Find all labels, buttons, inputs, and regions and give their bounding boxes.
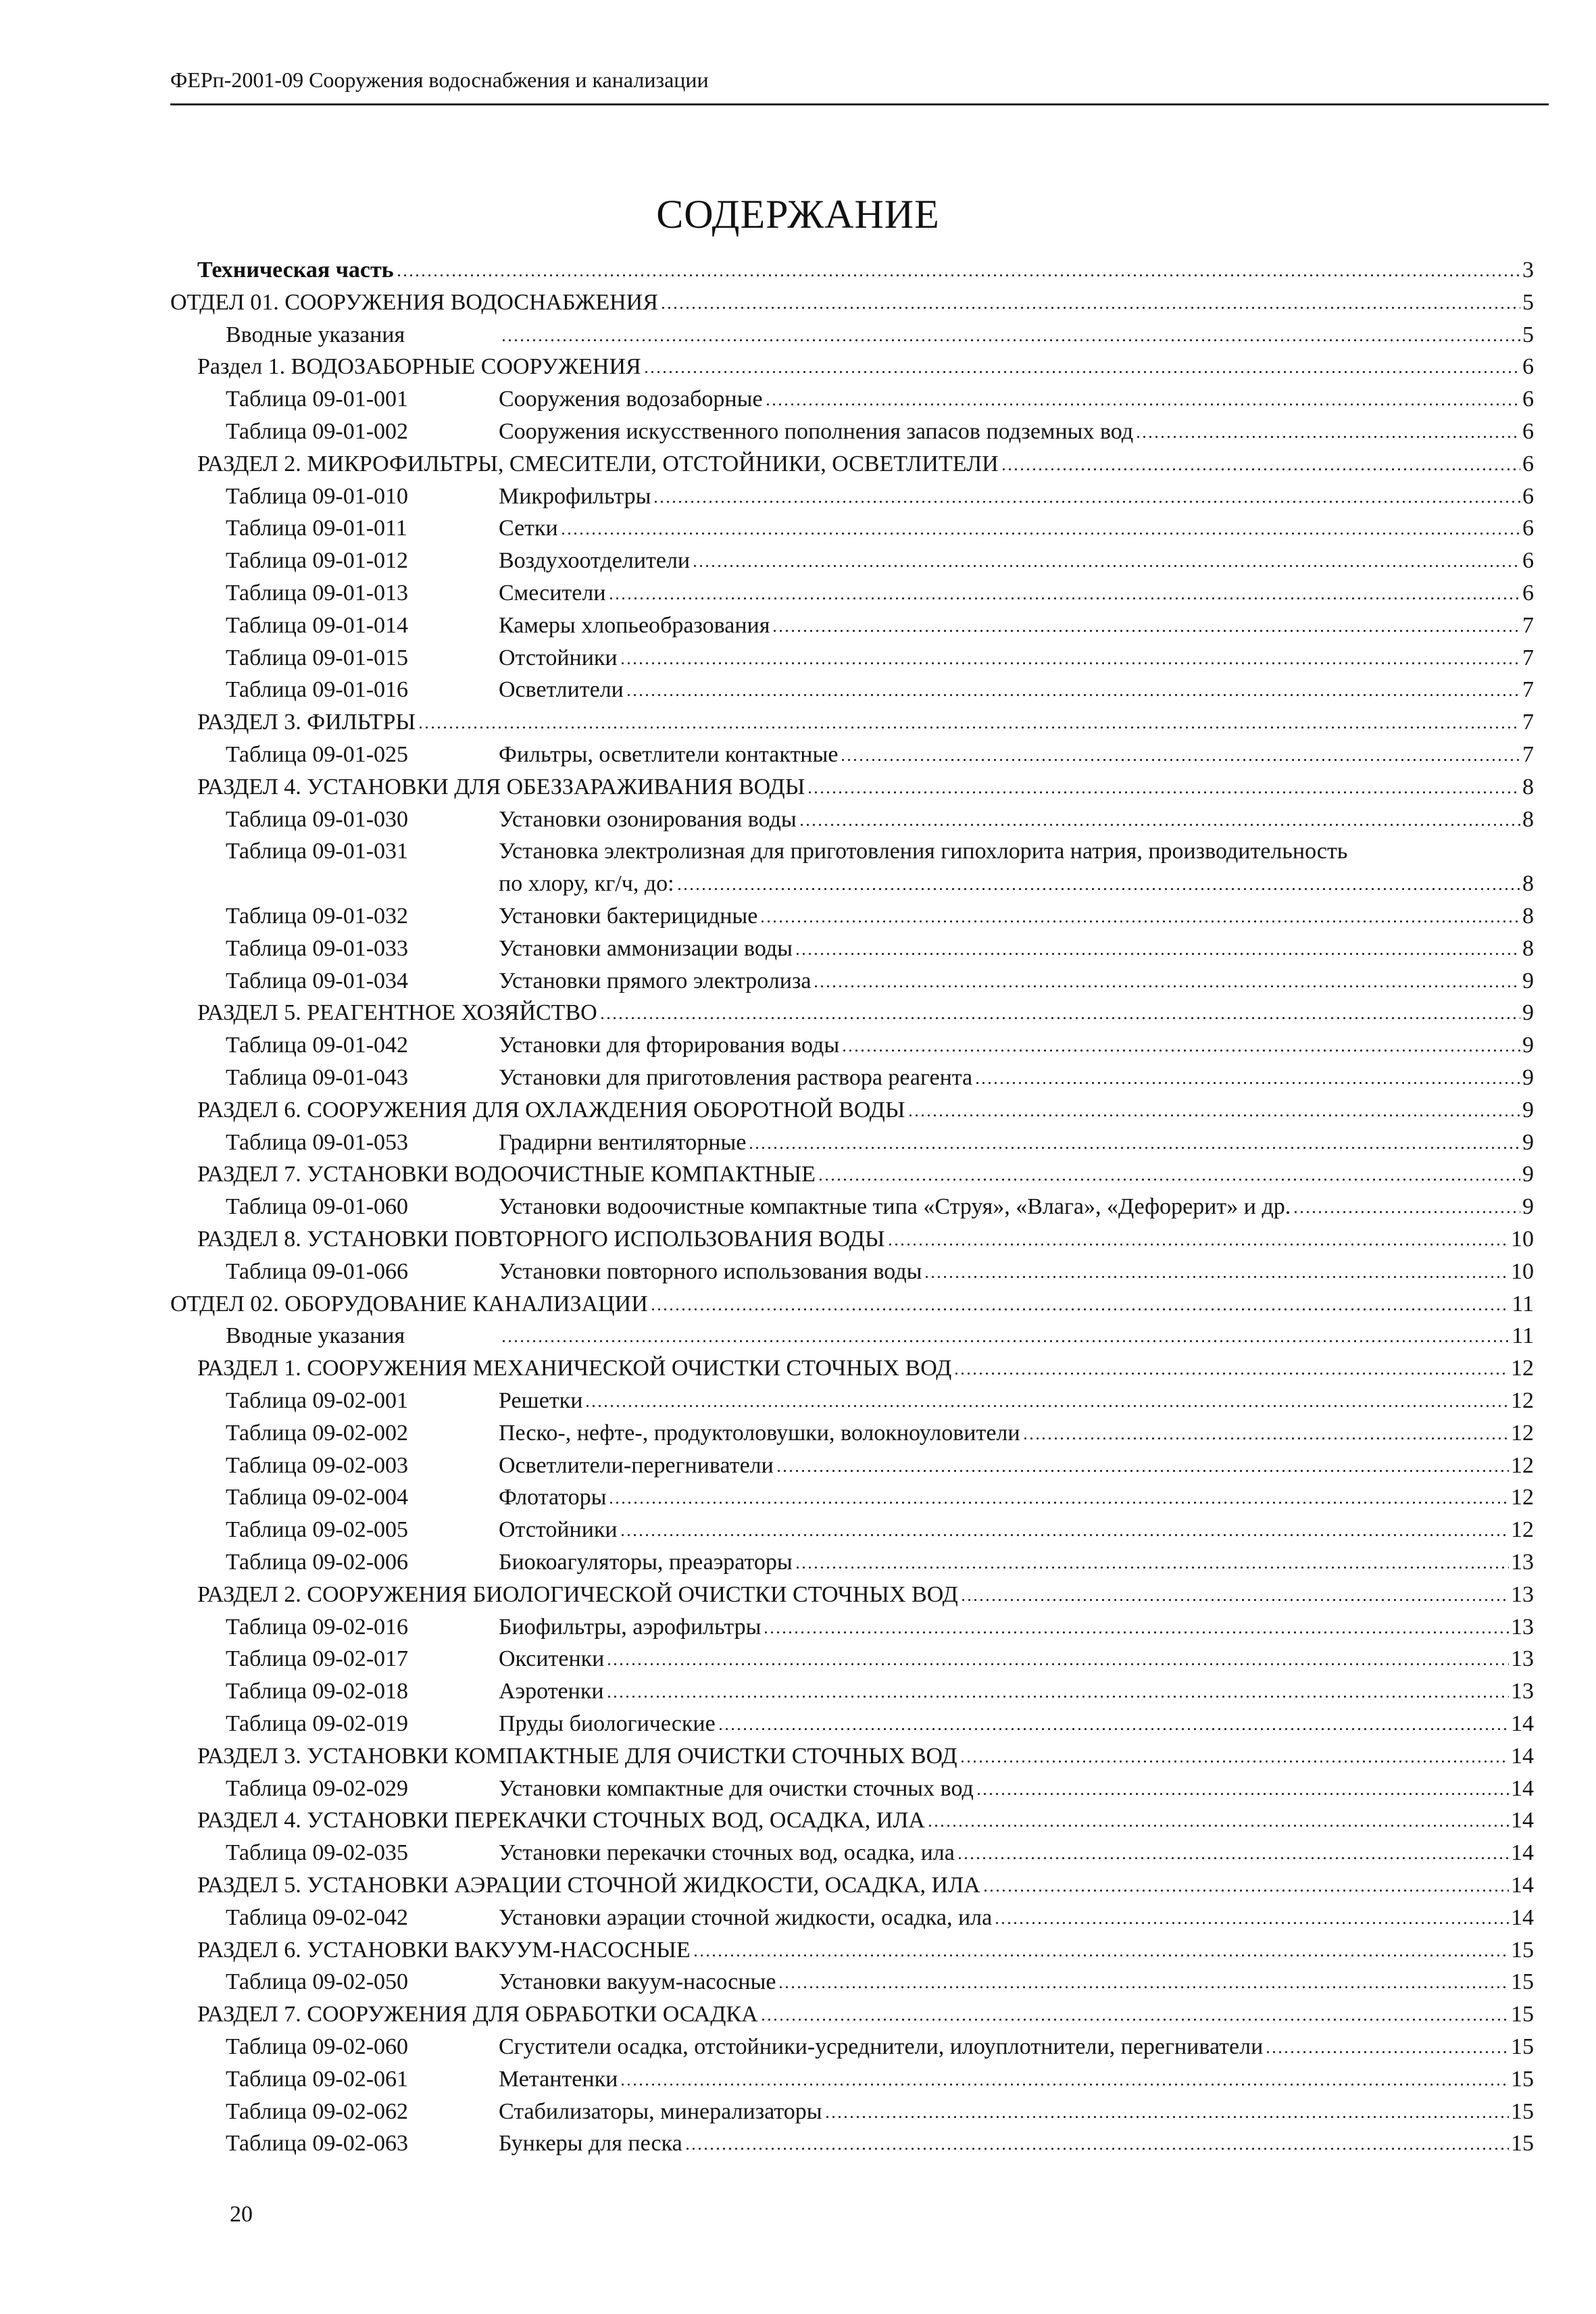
dot-leader [907,1114,1520,1116]
toc-entry-title: Стабилизаторы, минерализаторы [499,2098,822,2124]
toc-page-number: 12 [1511,1485,1534,1510]
toc-table-entry[interactable] [226,1452,1534,1479]
toc-entry-title: Установка электролизная для приготовления гипохлорита натрия, производительность [499,839,1348,864]
toc-table-entry[interactable] [226,2034,1534,2061]
toc-page-number: 12 [1511,1517,1534,1543]
toc-entry-code: Таблица 09-01-014 [226,612,409,638]
toc-table-entry[interactable] [226,418,1534,445]
toc-entry-continuation[interactable] [499,870,1534,897]
toc-entry-title: Осветлители-перегниватели [499,1452,774,1478]
toc-table-entry[interactable] [226,386,1534,413]
toc-entry-code: Таблица 09-01-060 [226,1194,409,1220]
toc-table-entry[interactable] [226,676,1534,704]
toc-table-entry[interactable] [226,645,1534,672]
dot-leader [824,2116,1509,2118]
toc-page-number: 9 [1522,1129,1534,1155]
toc-page-number: 3 [1522,257,1534,282]
toc-page-number: 14 [1511,1808,1534,1833]
toc-entry-title: РАЗДЕЛ 6. СООРУЖЕНИЯ ДЛЯ ОХЛАЖДЕНИЯ ОБОРОТНОЙ ВОДЫ [197,1097,905,1123]
toc-page-number: 9 [1522,1065,1534,1090]
toc-entry-title: Установки водоочистные компактные типа «Струя», «Влага», «Дефорерит» и др. [499,1194,1291,1220]
toc-page-number: 7 [1522,710,1534,735]
dot-leader [887,1244,1509,1246]
toc-entry-title: РАЗДЕЛ 5. УСТАНОВКИ АЭРАЦИИ СТОЧНОЙ ЖИДКОСТИ, ОСАДКА, ИЛА [197,1873,980,1898]
toc-section-entry[interactable] [197,1743,1534,1770]
toc-page-number: 12 [1511,1388,1534,1413]
toc-entry-code: Таблица 09-02-006 [226,1550,409,1575]
dot-leader [982,1890,1509,1892]
dot-leader [795,953,1520,955]
toc-entry-code: Таблица 09-01-053 [226,1129,409,1155]
toc-entry-title: Камеры хлопьеобразования [499,612,770,638]
toc-page-number: 13 [1511,1646,1534,1672]
dot-leader [501,339,1520,341]
toc-table-entry[interactable] [226,322,1534,349]
dot-leader [620,2084,1509,2086]
toc-entry-code: Таблица 09-02-019 [226,1711,409,1736]
toc-entry-code: Таблица 09-02-018 [226,1679,409,1704]
toc-page-number: 6 [1522,516,1534,541]
toc-entry-title: Установки аммонизации воды [499,935,793,961]
toc-entry-code: Таблица 09-02-004 [226,1485,409,1510]
toc-entry-title: Сооружения искусственного пополнения запасов подземных вод [499,419,1134,444]
toc-table-entry[interactable] [226,483,1534,510]
toc-entry-code: Таблица 09-01-034 [226,968,409,993]
toc-table-entry[interactable] [226,2066,1534,2093]
dot-leader [418,727,1520,729]
toc-entry-title: РАЗДЕЛ 2. СООРУЖЕНИЯ БИОЛОГИЧЕСКОЙ ОЧИСТКИ СТОЧНЫХ ВОД [197,1581,958,1607]
toc-entry-title: Окситенки [499,1646,605,1672]
dot-leader [718,1728,1509,1730]
toc-entry-title: Сгустители осадка, отстойники-усреднители, илоуплотнители, перегниватели [499,2034,1264,2059]
toc-entry-title: Установки компактные для очистки сточных вод [499,1775,974,1801]
toc-entry-title: РАЗДЕЛ 7. УСТАНОВКИ ВОДООЧИСТНЫЕ КОМПАКТНЫЕ [197,1162,816,1187]
toc-entry-title: Флотаторы [499,1485,607,1510]
toc-table-entry[interactable] [226,1032,1534,1059]
toc-section-entry[interactable] [197,1581,1534,1608]
dot-leader [807,791,1520,793]
toc-page-number: 15 [1511,2098,1534,2124]
dot-leader [1293,1211,1520,1213]
toc-entry-title: Осветлители [499,677,624,703]
toc-section-entry[interactable] [197,1000,1534,1027]
toc-page-number: 14 [1511,1840,1534,1866]
toc-page-number: 7 [1522,742,1534,767]
toc-part-entry[interactable] [170,1291,1534,1318]
toc-page-number: 7 [1522,645,1534,670]
toc-table-entry[interactable] [226,806,1534,833]
toc-page-number: 6 [1522,354,1534,380]
dot-leader [765,403,1520,405]
toc-entry-code: Таблица 09-02-035 [226,1840,409,1866]
toc-entry-code: Таблица 09-01-013 [226,581,409,606]
toc-table-entry[interactable] [226,1484,1534,1511]
toc-entry-code: Таблица 09-02-060 [226,2034,409,2059]
toc-entry-code: Таблица 09-01-010 [226,483,409,509]
dot-leader [584,1405,1509,1407]
toc-entry-title: Установки прямого электролиза [499,968,812,993]
toc-entry-title: Сетки [499,516,558,541]
toc-entry-title: Бункеры для песка [499,2131,682,2157]
toc-page-number: 6 [1522,451,1534,476]
toc-section-entry[interactable] [197,1097,1534,1124]
dot-leader [608,597,1520,599]
toc-section-entry[interactable] [197,1872,1534,1899]
dot-leader [599,1017,1520,1019]
toc-table-entry[interactable] [226,838,1534,865]
toc-part-entry[interactable] [170,289,1534,316]
toc-entry-title-continued: по хлору, кг/ч, до: [499,871,674,897]
dot-leader [772,630,1520,632]
toc-entry-title: Микрофильтры [499,483,651,509]
toc-table-entry[interactable] [226,547,1534,574]
toc-page-number: 11 [1512,1291,1534,1316]
dot-leader [994,1922,1509,1924]
toc-page-number: 9 [1522,1000,1534,1026]
toc-page-number: 9 [1522,1097,1534,1123]
toc-entry-title: РАЗДЕЛ 4. УСТАНОВКИ ДЛЯ ОБЕЗЗАРАЖИВАНИЯ ВОДЫ [197,774,805,799]
dot-leader [957,1857,1509,1859]
toc-entry-title: Решетки [499,1388,583,1413]
toc-page-number: 5 [1522,289,1534,315]
dot-leader [1265,2051,1509,2053]
dot-leader [841,1050,1520,1052]
toc-table-entry[interactable] [226,1840,1534,1867]
toc-entry-title: Воздухоотделители [499,548,691,574]
toc-entry-title: Смесители [499,581,606,606]
toc-entry-title: РАЗДЕЛ 1. СООРУЖЕНИЯ МЕХАНИЧЕСКОЙ ОЧИСТКИ СТОЧНЫХ ВОД [197,1356,952,1381]
toc-page-number: 14 [1511,1904,1534,1930]
toc-entry-title: РАЗДЕЛ 6. УСТАНОВКИ ВАКУУМ-НАСОСНЫЕ [197,1937,691,1963]
toc-page-number: 6 [1522,419,1534,444]
toc-table-entry[interactable] [226,1420,1534,1447]
toc-entry-title: ОТДЕЛ 02. ОБОРУДОВАНИЕ КАНАЛИЗАЦИИ [170,1291,648,1316]
toc-table-entry[interactable] [226,1193,1534,1221]
header-rule [170,103,1549,105]
toc-page-number: 14 [1511,1711,1534,1736]
dot-leader [748,1147,1520,1149]
toc-entry-title: РАЗДЕЛ 3. УСТАНОВКИ КОМПАКТНЫЕ ДЛЯ ОЧИСТКИ СТОЧНЫХ ВОД [197,1743,957,1769]
dot-leader [626,694,1520,696]
toc-section-entry[interactable] [197,2001,1534,2028]
dot-leader [759,920,1520,922]
toc-page-number: 14 [1511,1775,1534,1801]
toc-entry-code: Таблица 09-01-011 [226,516,407,541]
toc-page-number: 15 [1511,2002,1534,2027]
toc-entry-code: Таблица 09-01-025 [226,742,409,767]
toc-entry-code: Таблица 09-01-030 [226,806,409,832]
dot-leader [799,824,1520,826]
toc-table-entry[interactable] [226,1710,1534,1738]
toc-section-entry[interactable] [197,1355,1534,1382]
toc-page-number: 8 [1522,806,1534,832]
toc-page-number: 8 [1522,871,1534,897]
toc-table-entry[interactable] [226,580,1534,607]
toc-table-entry[interactable] [226,1969,1534,1996]
toc-table-entry[interactable] [226,1614,1534,1641]
toc-entry-title: Градирни вентиляторные [499,1129,747,1155]
toc-entry-code: Таблица 09-02-001 [226,1388,409,1413]
toc-page-number: 5 [1522,322,1534,347]
dot-leader [927,1825,1509,1827]
dot-leader [778,1986,1509,1988]
dot-leader [953,1373,1509,1375]
dot-leader [684,2148,1509,2150]
toc-entry-code: Таблица 09-02-005 [226,1517,409,1543]
toc-table-entry[interactable] [226,1678,1534,1705]
toc-entry-title: Установки вакуум-насосные [499,1969,776,1995]
toc-entry-title: Установки перекачки сточных вод, осадка, ила [499,1840,955,1866]
toc-entry-code: Таблица 09-02-016 [226,1614,409,1640]
dot-leader [606,1696,1509,1698]
toc-section-entry[interactable] [197,451,1534,478]
toc-entry-code: Таблица 09-02-062 [226,2098,409,2124]
dot-leader [976,1793,1509,1795]
toc-entry-code: Таблица 09-02-029 [226,1775,409,1801]
toc-table-entry[interactable] [226,1775,1534,1802]
toc-page-number: 6 [1522,387,1534,412]
toc-entry-title: Раздел 1. ВОДОЗАБОРНЫЕ СООРУЖЕНИЯ [197,354,641,380]
toc-page-number: 15 [1511,1937,1534,1963]
toc-page-number: 13 [1511,1679,1534,1704]
toc-table-entry[interactable] [226,903,1534,930]
toc-entry-title: Аэротенки [499,1679,604,1704]
toc-entry-code: Таблица 09-02-042 [226,1904,409,1930]
toc-table-entry[interactable] [226,515,1534,542]
toc-entry-code: Таблица 09-01-012 [226,548,409,574]
toc-entry-code: Таблица 09-01-001 [226,387,409,412]
toc-entry-title: Сооружения водозаборные [499,387,763,412]
dot-leader [760,2019,1509,2021]
toc-section-entry[interactable] [197,774,1534,801]
toc-table-entry[interactable] [226,1549,1534,1576]
toc-page-number: 7 [1522,677,1534,703]
toc-entry-code: Таблица 09-02-050 [226,1969,409,1995]
page-number: 20 [230,2202,253,2227]
toc-entry-title: Установки для приготовления раствора реагента [499,1065,973,1090]
toc-entry-code: Таблица 09-01-002 [226,419,409,444]
toc-entry-title: Биофильтры, аэрофильтры [499,1614,762,1640]
toc-page-number: 14 [1511,1873,1534,1898]
toc-page-number: 9 [1522,1033,1534,1058]
toc-table-entry[interactable] [226,612,1534,639]
dot-leader [643,371,1520,373]
dot-leader [1022,1437,1509,1439]
toc-table-entry[interactable] [226,1517,1534,1544]
dot-leader [1001,468,1520,470]
toc-entry-title: РАЗДЕЛ 4. УСТАНОВКИ ПЕРЕКАЧКИ СТОЧНЫХ ВОД, ОСАДКА, ИЛА [197,1808,925,1833]
toc-entry-title: РАЗДЕЛ 5. РЕАГЕНТНОЕ ХОЗЯЙСТВО [197,1000,597,1026]
toc-page-number: 12 [1511,1452,1534,1478]
dot-leader [560,533,1520,535]
toc-entry-title: РАЗДЕЛ 2. МИКРОФИЛЬТРЫ, СМЕСИТЕЛИ, ОТСТОЙНИКИ, ОСВЕТЛИТЕЛИ [197,451,999,476]
dot-leader [501,1340,1510,1342]
dot-leader [608,1502,1509,1504]
toc-entry-code: Таблица 09-01-043 [226,1065,409,1090]
toc-entry-title: Биокоагуляторы, преаэраторы [499,1550,793,1575]
toc-table-entry[interactable] [226,1258,1534,1285]
toc-table-entry[interactable] [226,2130,1534,2157]
toc-section-entry[interactable] [197,1161,1534,1188]
toc-entry-code: Вводные указания [226,322,405,347]
toc-section-entry[interactable] [197,1226,1534,1253]
toc-page-number: 8 [1522,904,1534,929]
toc-section-entry[interactable] [197,1937,1534,1964]
toc-page-number: 11 [1512,1323,1534,1349]
toc-page-number: 13 [1511,1614,1534,1640]
toc-page-number: 9 [1522,1194,1534,1220]
toc-entry-title: РАЗДЕЛ 7. СООРУЖЕНИЯ ДЛЯ ОБРАБОТКИ ОСАДКА [197,2002,758,2027]
toc-table-entry[interactable] [226,1646,1534,1673]
toc-page-number: 8 [1522,774,1534,799]
toc-entry-code: Вводные указания [226,1323,405,1349]
toc-entry-code: Таблица 09-01-032 [226,904,409,929]
toc-entry-title: Техническая часть [197,257,394,282]
toc-entry-title: Фильтры, осветлители контактные [499,742,839,767]
toc-page-number: 6 [1522,483,1534,509]
toc-table-entry[interactable] [226,968,1534,995]
toc-entry-code: Таблица 09-01-042 [226,1033,409,1058]
dot-leader [650,1308,1510,1310]
toc-page-number: 15 [1511,1969,1534,1995]
toc-page-number: 6 [1522,581,1534,606]
toc-table-entry[interactable] [226,1129,1534,1156]
toc-table-entry[interactable] [226,1323,1534,1350]
toc-table-entry[interactable] [226,1387,1534,1414]
toc-page-number: 12 [1511,1356,1534,1381]
toc-entry-code: Таблица 09-01-066 [226,1258,409,1284]
toc-entry-code: Таблица 09-02-002 [226,1420,409,1446]
dot-leader [692,565,1520,567]
toc-page-number: 15 [1511,2034,1534,2059]
toc-part-entry[interactable] [197,257,1534,284]
dot-leader [840,759,1520,761]
toc-page-number: 14 [1511,1743,1534,1769]
dot-leader [813,985,1520,987]
toc-page-number: 9 [1522,1162,1534,1187]
dot-leader [396,274,1520,276]
toc-entry-code: Таблица 09-01-033 [226,935,409,961]
dot-leader [653,501,1520,503]
dot-leader [960,1599,1509,1601]
dot-leader [924,1276,1509,1278]
toc-entry-title: ОТДЕЛ 01. СООРУЖЕНИЯ ВОДОСНАБЖЕНИЯ [170,289,658,315]
toc-entry-code: Таблица 09-01-015 [226,645,409,670]
page-title: СОДЕРЖАНИЕ [656,192,940,237]
toc-entry-title: РАЗДЕЛ 8. УСТАНОВКИ ПОВТОРНОГО ИСПОЛЬЗОВАНИЯ ВОДЫ [197,1227,885,1252]
toc-page-number: 15 [1511,2131,1534,2157]
toc-entry-code: Таблица 09-02-061 [226,2066,409,2092]
dot-leader [660,307,1520,309]
toc-entry-title: РАЗДЕЛ 3. ФИЛЬТРЫ [197,710,416,735]
toc-page-number: 15 [1511,2066,1534,2092]
toc-section-entry[interactable] [197,1807,1534,1834]
toc-table-entry[interactable] [226,2098,1534,2125]
toc-table-entry[interactable] [226,1904,1534,1931]
toc-page-number: 7 [1522,612,1534,638]
toc-entry-title: Песко-, нефте-, продуктоловушки, волокноуловители [499,1420,1020,1446]
toc-entry-title: Установки озонирования воды [499,806,797,832]
toc-page-number: 12 [1511,1420,1534,1446]
toc-entry-code: Таблица 09-02-017 [226,1646,409,1672]
dot-leader [776,1470,1509,1472]
dot-leader [763,1631,1509,1633]
toc-entry-title: Отстойники [499,645,618,670]
toc-entry-code: Таблица 09-01-031 [226,839,409,864]
toc-table-entry[interactable] [226,741,1534,768]
dot-leader [606,1663,1509,1665]
toc-page-number: 8 [1522,935,1534,961]
toc-page-number: 13 [1511,1581,1534,1607]
toc-entry-code: Таблица 09-02-063 [226,2131,409,2157]
dot-leader [676,888,1520,890]
toc-page-number: 9 [1522,968,1534,993]
toc-entry-title: Установки аэрации сточной жидкости, осадка, ила [499,1904,993,1930]
dot-leader [818,1179,1520,1181]
dot-leader [1135,436,1520,438]
toc-table-entry[interactable] [226,935,1534,962]
toc-page-number: 13 [1511,1550,1534,1575]
dot-leader [620,1534,1509,1536]
toc-entry-title: Метантенки [499,2066,618,2092]
toc-entry-title: Установки повторного использования воды [499,1258,922,1284]
toc-table-entry[interactable] [226,1064,1534,1091]
running-header: ФЕРп-2001-09 Сооружения водоснабжения и канализации [170,68,709,92]
dot-leader [974,1082,1520,1084]
toc-entry-title: Пруды биологические [499,1711,716,1736]
toc-section-entry[interactable] [197,353,1534,380]
dot-leader [693,1954,1509,1956]
dot-leader [795,1567,1509,1569]
toc-page-number: 10 [1511,1227,1534,1252]
dot-leader [620,662,1520,664]
toc-section-entry[interactable] [197,709,1534,736]
toc-page-number: 6 [1522,548,1534,574]
toc-entry-code: Таблица 09-01-016 [226,677,409,703]
toc-entry-code: Таблица 09-02-003 [226,1452,409,1478]
toc-entry-title: Установки бактерицидные [499,904,758,929]
toc-entry-title: Отстойники [499,1517,618,1543]
toc-page-number: 10 [1511,1258,1534,1284]
toc-entry-title: Установки для фторирования воды [499,1033,840,1058]
dot-leader [959,1761,1509,1763]
